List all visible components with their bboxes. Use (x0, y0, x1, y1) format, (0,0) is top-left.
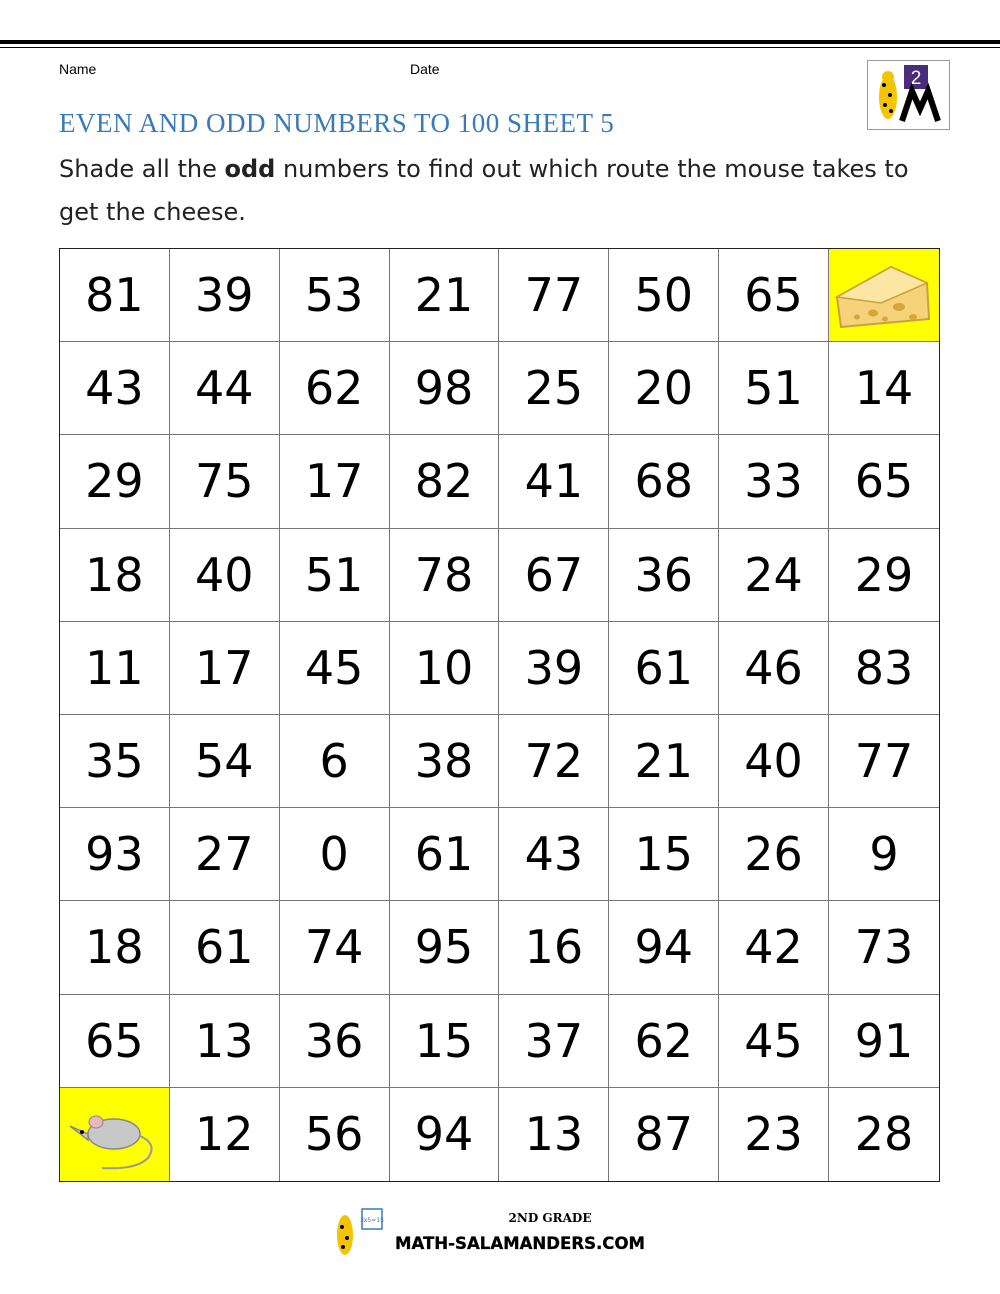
mouse-cell (60, 1088, 170, 1181)
number-cell: 50 (609, 249, 719, 342)
number-cell: 77 (829, 715, 939, 808)
top-rule-thin (0, 47, 1000, 48)
number-cell: 44 (170, 342, 280, 435)
number-cell: 40 (719, 715, 829, 808)
number-cell: 42 (719, 901, 829, 994)
number-cell: 40 (170, 529, 280, 622)
number-cell: 33 (719, 435, 829, 528)
footer-logo (330, 1205, 660, 1257)
number-cell: 11 (60, 622, 170, 715)
number-cell: 53 (280, 249, 390, 342)
number-cell: 51 (280, 529, 390, 622)
number-cell: 54 (170, 715, 280, 808)
number-cell: 72 (499, 715, 609, 808)
number-cell: 13 (170, 995, 280, 1088)
number-cell: 61 (170, 901, 280, 994)
logo-number: 2 (910, 68, 922, 89)
number-cell: 13 (499, 1088, 609, 1181)
number-cell: 17 (170, 622, 280, 715)
date-label: Date (410, 61, 440, 77)
number-cell: 94 (609, 901, 719, 994)
number-cell: 45 (719, 995, 829, 1088)
number-cell: 21 (390, 249, 500, 342)
number-cell: 95 (390, 901, 500, 994)
number-cell: 65 (719, 249, 829, 342)
svg-text:3x5=15: 3x5=15 (360, 1217, 384, 1224)
cheese-cell (829, 249, 939, 342)
number-cell: 68 (609, 435, 719, 528)
number-cell: 74 (280, 901, 390, 994)
number-cell: 9 (829, 808, 939, 901)
number-cell: 46 (719, 622, 829, 715)
number-cell: 36 (280, 995, 390, 1088)
number-cell: 10 (390, 622, 500, 715)
number-cell: 94 (390, 1088, 500, 1181)
number-cell: 62 (609, 995, 719, 1088)
number-cell: 36 (609, 529, 719, 622)
number-cell: 17 (280, 435, 390, 528)
name-label: Name (59, 61, 97, 77)
number-cell: 87 (609, 1088, 719, 1181)
number-cell: 43 (60, 342, 170, 435)
number-cell: 39 (499, 622, 609, 715)
worksheet-title: EVEN AND ODD NUMBERS TO 100 SHEET 5 (59, 108, 615, 138)
number-cell: 51 (719, 342, 829, 435)
number-cell: 27 (170, 808, 280, 901)
number-cell: 12 (170, 1088, 280, 1181)
number-cell: 41 (499, 435, 609, 528)
number-cell: 29 (829, 529, 939, 622)
number-cell: 77 (499, 249, 609, 342)
number-cell: 0 (280, 808, 390, 901)
footer-site: MATH-SALAMANDERS.COM (395, 1234, 645, 1254)
number-cell: 43 (499, 808, 609, 901)
number-cell: 18 (60, 901, 170, 994)
number-cell: 26 (719, 808, 829, 901)
top-rule (0, 40, 1000, 44)
number-cell: 82 (390, 435, 500, 528)
mouse-icon (62, 1094, 167, 1174)
number-cell: 21 (609, 715, 719, 808)
number-cell: 24 (719, 529, 829, 622)
number-cell: 67 (499, 529, 609, 622)
number-cell: 37 (499, 995, 609, 1088)
number-cell: 78 (390, 529, 500, 622)
number-cell: 6 (280, 715, 390, 808)
number-cell: 75 (170, 435, 280, 528)
number-cell: 15 (609, 808, 719, 901)
number-cell: 61 (390, 808, 500, 901)
number-cell: 18 (60, 529, 170, 622)
number-cell: 91 (829, 995, 939, 1088)
number-cell: 20 (609, 342, 719, 435)
cheese-icon (829, 255, 939, 335)
number-cell: 81 (60, 249, 170, 342)
number-cell: 93 (60, 808, 170, 901)
number-cell: 62 (280, 342, 390, 435)
number-cell: 38 (390, 715, 500, 808)
number-cell: 15 (390, 995, 500, 1088)
number-cell: 61 (609, 622, 719, 715)
number-cell: 28 (854, 1107, 914, 1162)
number-cell: 83 (829, 622, 939, 715)
number-cell: 56 (280, 1088, 390, 1181)
instructions: Shade all the odd numbers to find out which route the mouse takes to get the cheese. (59, 155, 909, 226)
number-maze-grid (59, 248, 940, 1182)
number-cell: 16 (499, 901, 609, 994)
number-cell: 35 (60, 715, 170, 808)
footer-grade: 2ND GRADE (508, 1211, 592, 1225)
number-cell: 39 (170, 249, 280, 342)
number-cell: 65 (829, 435, 939, 528)
number-cell: 14 (829, 342, 939, 435)
number-cell: 45 (280, 622, 390, 715)
number-cell: 23 (719, 1088, 829, 1181)
number-cell: 29 (60, 435, 170, 528)
number-cell: 73 (829, 901, 939, 994)
salamander-logo (867, 60, 950, 130)
number-cell: 65 (60, 995, 170, 1088)
number-cell: 98 (390, 342, 500, 435)
number-cell: 25 (499, 342, 609, 435)
